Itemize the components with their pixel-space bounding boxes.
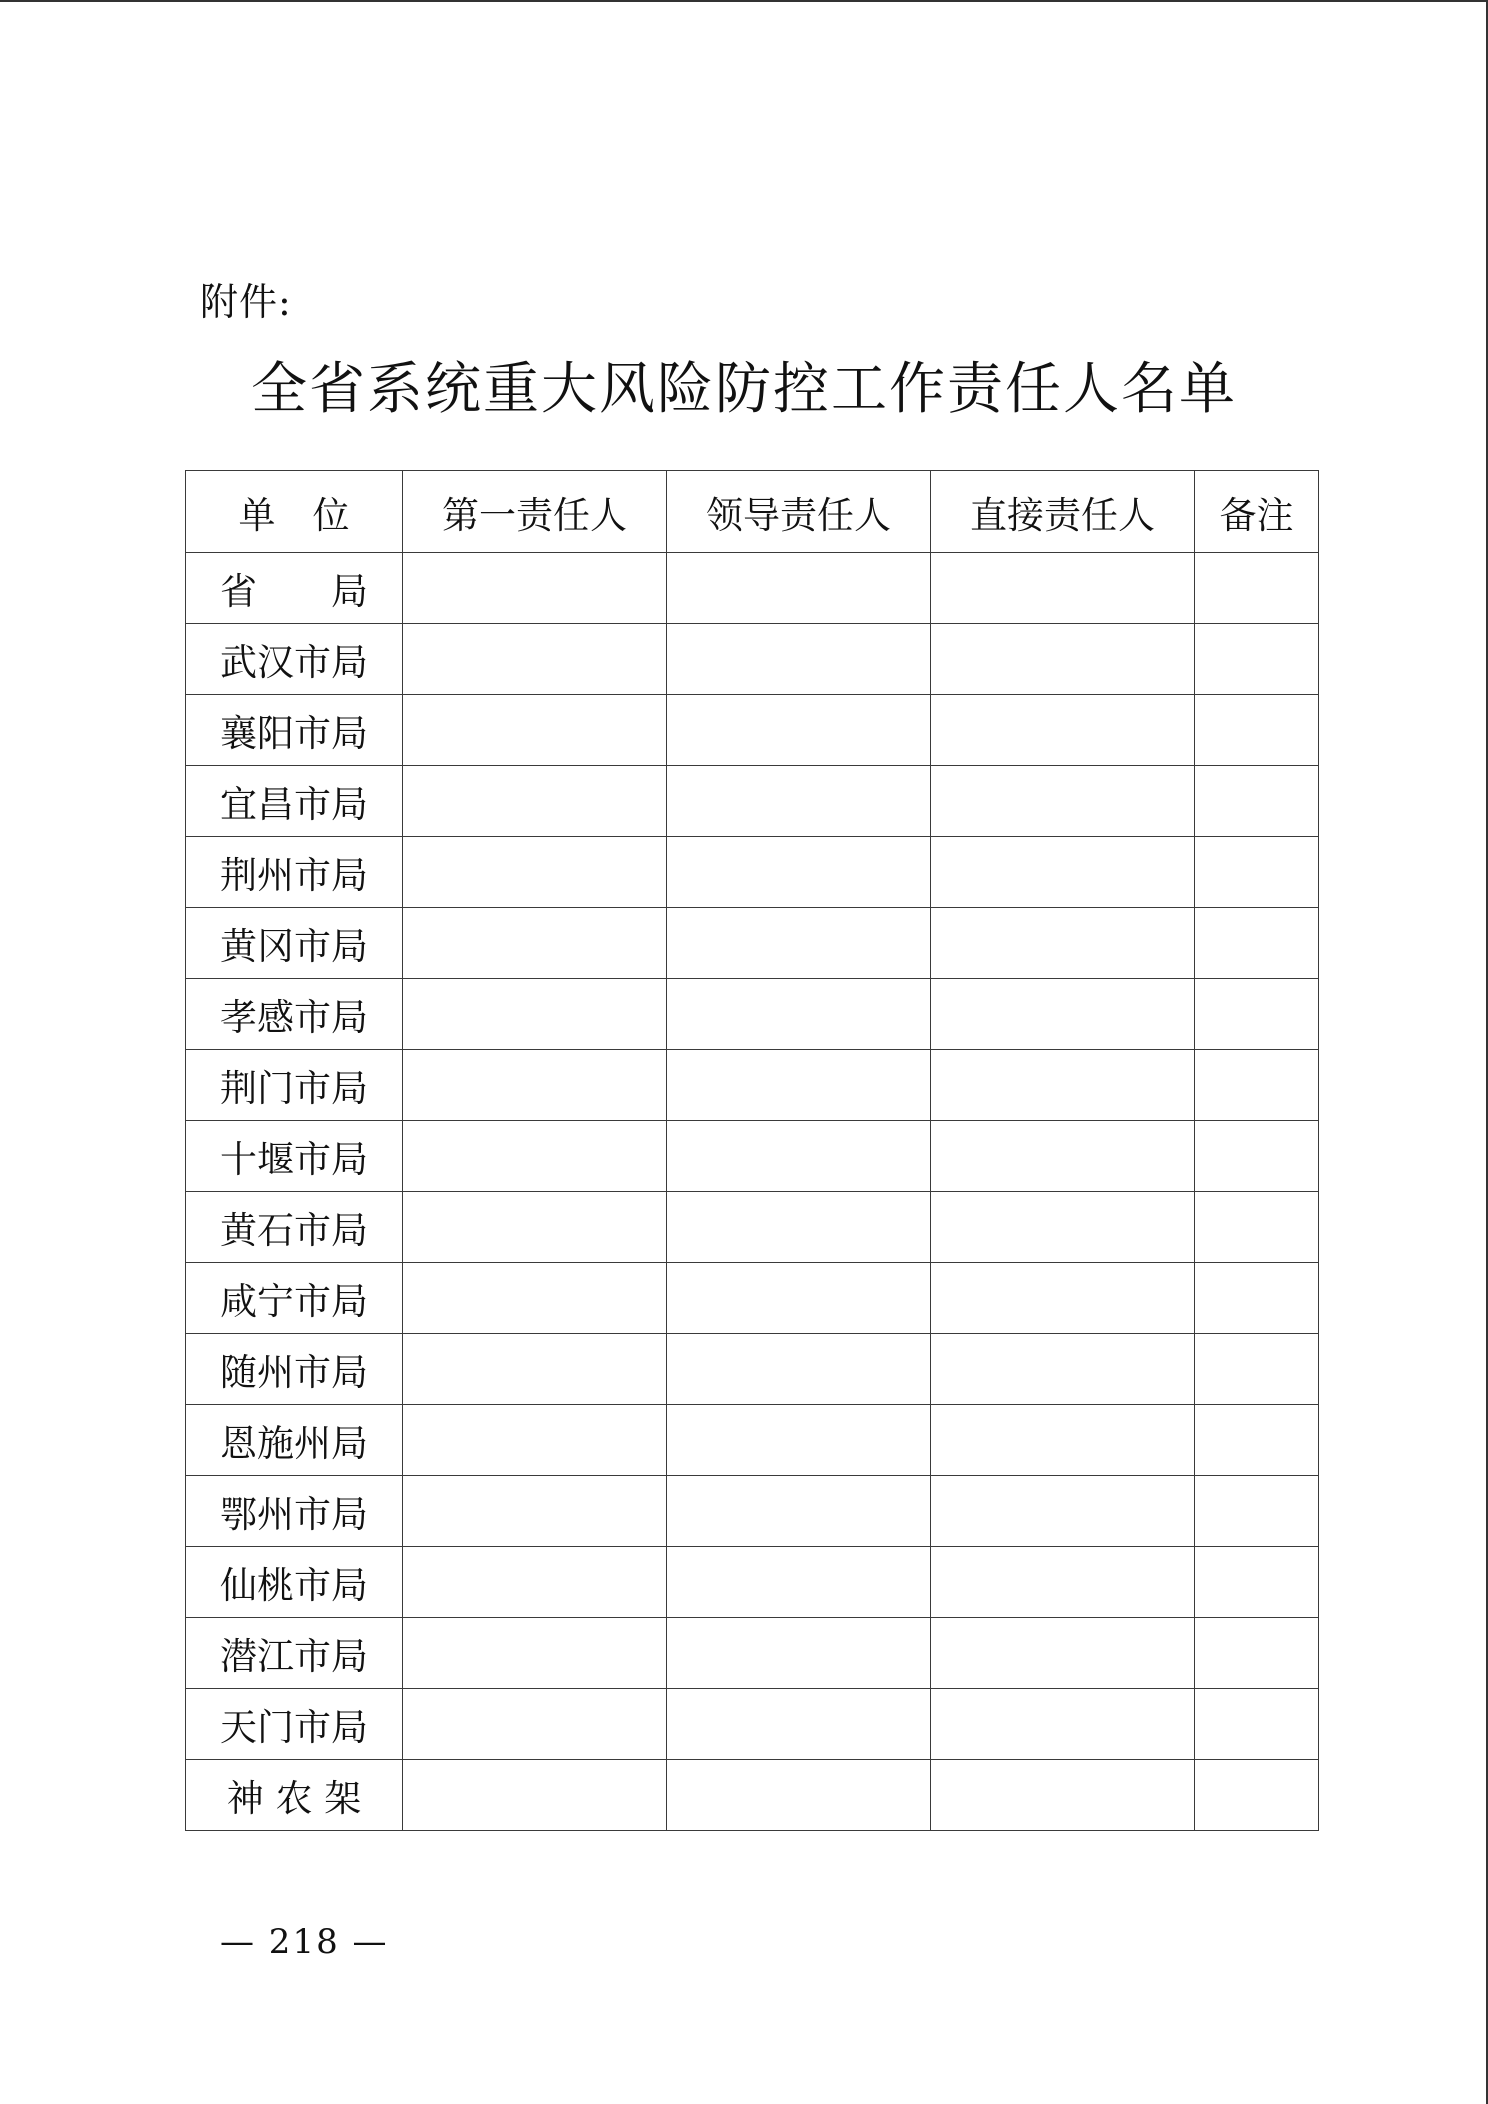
- first-responsible-cell: [403, 1192, 667, 1263]
- direct-responsible-cell: [931, 695, 1195, 766]
- leader-responsible-cell: [667, 837, 931, 908]
- first-responsible-cell: [403, 695, 667, 766]
- leader-responsible-cell: [667, 1192, 931, 1263]
- unit-cell: 孝感市局: [186, 979, 403, 1050]
- first-responsible-cell: [403, 1050, 667, 1121]
- unit-cell: 神 农 架: [186, 1760, 403, 1831]
- unit-cell: 黄石市局: [186, 1192, 403, 1263]
- direct-responsible-cell: [931, 1547, 1195, 1618]
- leader-responsible-cell: [667, 1263, 931, 1334]
- leader-responsible-cell: [667, 553, 931, 624]
- note-cell: [1195, 837, 1319, 908]
- first-responsible-cell: [403, 908, 667, 979]
- first-responsible-cell: [403, 1263, 667, 1334]
- note-cell: [1195, 1405, 1319, 1476]
- leader-responsible-cell: [667, 1547, 931, 1618]
- attachment-label: 附件:: [200, 280, 292, 324]
- table-row: [186, 553, 1319, 624]
- first-responsible-cell: [403, 1476, 667, 1547]
- unit-cell: 潜江市局: [186, 1618, 403, 1689]
- direct-responsible-cell: [931, 1192, 1195, 1263]
- first-responsible-cell: [403, 1405, 667, 1476]
- column-header-leader-responsible: 领导责任人: [667, 471, 931, 553]
- first-responsible-cell: [403, 1618, 667, 1689]
- first-responsible-cell: [403, 1334, 667, 1405]
- direct-responsible-cell: [931, 1689, 1195, 1760]
- leader-responsible-cell: [667, 1689, 931, 1760]
- note-cell: [1195, 908, 1319, 979]
- note-cell: [1195, 979, 1319, 1050]
- responsible-persons-table: [185, 470, 1319, 1831]
- first-responsible-cell: [403, 979, 667, 1050]
- direct-responsible-cell: [931, 979, 1195, 1050]
- unit-cell: 荆州市局: [186, 837, 403, 908]
- first-responsible-cell: [403, 1760, 667, 1831]
- note-cell: [1195, 1476, 1319, 1547]
- first-responsible-cell: [403, 1547, 667, 1618]
- table-row: [186, 1689, 1319, 1760]
- table-row: [186, 1618, 1319, 1689]
- direct-responsible-cell: [931, 553, 1195, 624]
- table-row: [186, 908, 1319, 979]
- table-row: [186, 837, 1319, 908]
- table-header-row: [186, 471, 1319, 553]
- table-row: [186, 1760, 1319, 1831]
- first-responsible-cell: [403, 553, 667, 624]
- direct-responsible-cell: [931, 766, 1195, 837]
- direct-responsible-cell: [931, 1263, 1195, 1334]
- first-responsible-cell: [403, 837, 667, 908]
- note-cell: [1195, 766, 1319, 837]
- page-number: — 218 —: [220, 1922, 389, 1962]
- note-cell: [1195, 695, 1319, 766]
- leader-responsible-cell: [667, 1050, 931, 1121]
- first-responsible-cell: [403, 1121, 667, 1192]
- unit-cell: 省 局: [186, 553, 403, 624]
- note-cell: [1195, 553, 1319, 624]
- unit-cell: 天门市局: [186, 1689, 403, 1760]
- table-row: [186, 1121, 1319, 1192]
- direct-responsible-cell: [931, 1121, 1195, 1192]
- direct-responsible-cell: [931, 1334, 1195, 1405]
- table-body: [186, 553, 1319, 1831]
- note-cell: [1195, 1547, 1319, 1618]
- direct-responsible-cell: [931, 1618, 1195, 1689]
- note-cell: [1195, 1192, 1319, 1263]
- unit-cell: 荆门市局: [186, 1050, 403, 1121]
- unit-cell: 鄂州市局: [186, 1476, 403, 1547]
- leader-responsible-cell: [667, 1405, 931, 1476]
- note-cell: [1195, 1121, 1319, 1192]
- note-cell: [1195, 1689, 1319, 1760]
- unit-cell: 黄冈市局: [186, 908, 403, 979]
- top-border-line: [0, 0, 1488, 2]
- unit-cell: 恩施州局: [186, 1405, 403, 1476]
- direct-responsible-cell: [931, 624, 1195, 695]
- column-header-note: 备注: [1195, 471, 1319, 553]
- table-row: [186, 1405, 1319, 1476]
- leader-responsible-cell: [667, 1334, 931, 1405]
- direct-responsible-cell: [931, 1050, 1195, 1121]
- document-title: 全省系统重大风险防控工作责任人名单: [251, 357, 1237, 422]
- first-responsible-cell: [403, 1689, 667, 1760]
- leader-responsible-cell: [667, 766, 931, 837]
- unit-cell: 十堰市局: [186, 1121, 403, 1192]
- leader-responsible-cell: [667, 695, 931, 766]
- direct-responsible-cell: [931, 908, 1195, 979]
- unit-cell: 宜昌市局: [186, 766, 403, 837]
- table-row: [186, 1476, 1319, 1547]
- direct-responsible-cell: [931, 837, 1195, 908]
- note-cell: [1195, 1618, 1319, 1689]
- unit-cell: 随州市局: [186, 1334, 403, 1405]
- note-cell: [1195, 1760, 1319, 1831]
- direct-responsible-cell: [931, 1476, 1195, 1547]
- table-row: [186, 1050, 1319, 1121]
- table-row: [186, 766, 1319, 837]
- direct-responsible-cell: [931, 1760, 1195, 1831]
- column-header-direct-responsible: 直接责任人: [931, 471, 1195, 553]
- first-responsible-cell: [403, 766, 667, 837]
- direct-responsible-cell: [931, 1405, 1195, 1476]
- table-row: [186, 695, 1319, 766]
- unit-cell: 襄阳市局: [186, 695, 403, 766]
- table-row: [186, 1334, 1319, 1405]
- leader-responsible-cell: [667, 1121, 931, 1192]
- note-cell: [1195, 1334, 1319, 1405]
- unit-cell: 武汉市局: [186, 624, 403, 695]
- leader-responsible-cell: [667, 1618, 931, 1689]
- note-cell: [1195, 1263, 1319, 1334]
- leader-responsible-cell: [667, 979, 931, 1050]
- leader-responsible-cell: [667, 624, 931, 695]
- note-cell: [1195, 1050, 1319, 1121]
- table-row: [186, 979, 1319, 1050]
- leader-responsible-cell: [667, 1760, 931, 1831]
- first-responsible-cell: [403, 624, 667, 695]
- leader-responsible-cell: [667, 908, 931, 979]
- unit-cell: 仙桃市局: [186, 1547, 403, 1618]
- table-row: [186, 1547, 1319, 1618]
- note-cell: [1195, 624, 1319, 695]
- unit-cell: 咸宁市局: [186, 1263, 403, 1334]
- leader-responsible-cell: [667, 1476, 931, 1547]
- table-row: [186, 1263, 1319, 1334]
- table-row: [186, 624, 1319, 695]
- table-row: [186, 1192, 1319, 1263]
- column-header-first-responsible: 第一责任人: [403, 471, 667, 553]
- column-header-unit: 单 位: [186, 471, 403, 553]
